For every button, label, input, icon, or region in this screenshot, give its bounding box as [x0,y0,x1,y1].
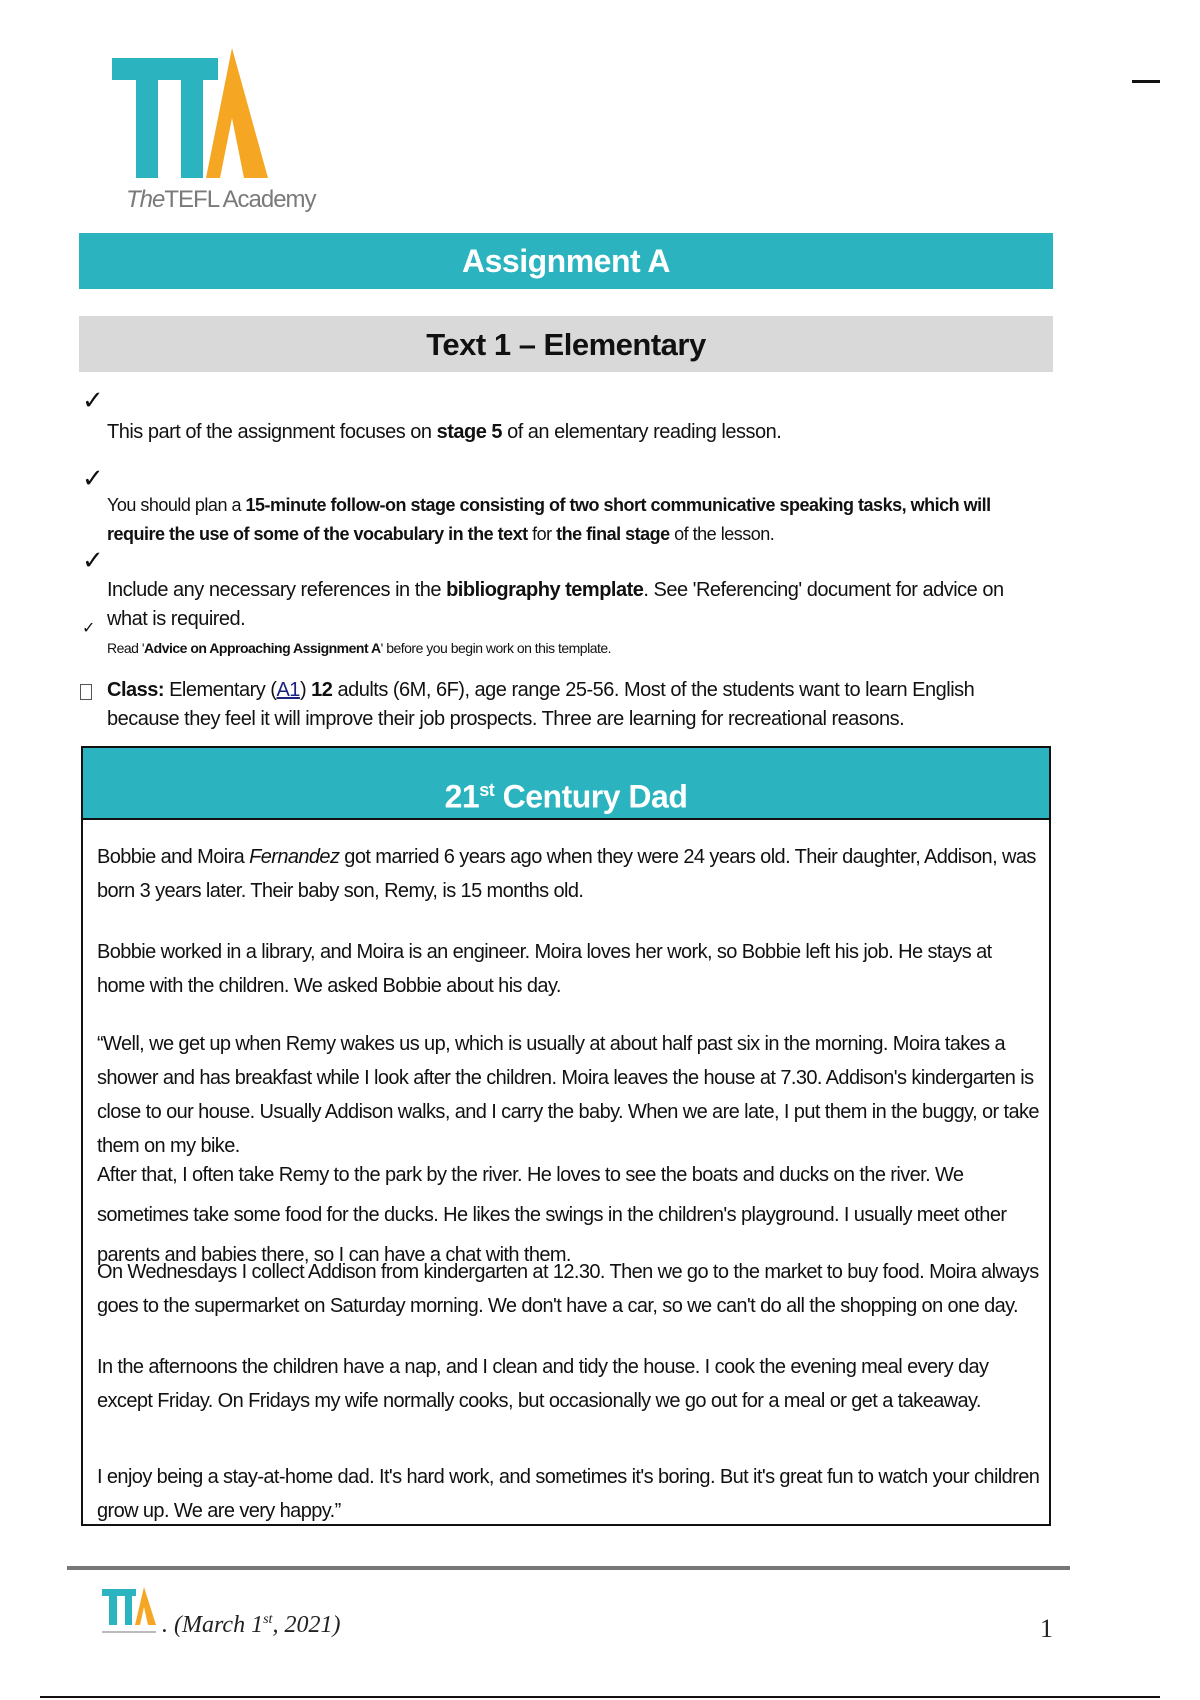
item2-mid: for [527,524,557,544]
item4-pre: Read ' [107,640,145,656]
check-icon: ✓ [82,385,104,415]
class-label: Class: [107,679,165,701]
footer-date-sup: st [263,1612,273,1627]
reading-paragraph-2: Bobbie worked in a library, and Moira is an engineer. Moira loves her work, so Bobbie left his job. He stays at home with the children. We asked Bobbie about his day. [97,941,992,997]
logo-text-the: The [126,186,165,213]
class-description [107,676,1047,734]
item2-pre: You should plan a [107,495,246,515]
checklist-item-plan [107,491,1047,549]
footer-date [162,1612,340,1639]
item2-bold2: the final stage [556,524,670,544]
item4-post: ' before you begin work on this template. [380,640,612,656]
class-post: adults (6M, 6F), age range 25-56. Most of the students want to learn English because they feel it will improve their job prospects. Three are learning for recreational reasons. [107,679,975,730]
class-count: 12 [311,679,333,701]
reading-title-sup: st [479,780,495,800]
item1-bold: stage 5 [436,421,503,443]
reading-title [83,748,1049,820]
footer-divider [67,1566,1070,1570]
item3-pre: Include any necessary references in the [107,579,447,601]
reading-paragraph-7: I enjoy being a stay-at-home dad. It's hard work, and sometimes it's boring. But it's great fun to watch your children grow up. We are very happy.” [97,1466,1040,1522]
p1-italic: Fernandez [249,846,340,868]
bottom-border [40,1696,1160,1698]
reading-title-num: 21 [444,778,480,815]
logo-text [126,186,316,214]
check-icon: ✓ [82,463,104,493]
checklist-item-stage [107,418,1047,447]
class-level-link[interactable]: A1 [276,679,300,701]
item3-bold: bibliography template [446,579,644,601]
class-pre: Elementary ( [164,679,277,701]
text-title: Text 1 – Elementary [79,316,1053,372]
checkbox-icon [80,684,92,700]
reading-paragraph-4: After that, I often take Remy to the park by the river. He loves to see the boats and ducks on the river. We sometimes take some food for the ducks. He likes the swings in the children's playground. I usually meet other parents and babies there, so I can have a chat with them. [97,1164,1007,1266]
item2-bold1: 15-minute follow-on stage consisting of two short communicative speaking tasks, which will require the use of some of the vocabulary in the text [107,495,991,544]
reading-title-rest: Century Dad [494,778,688,815]
footer-date-pre: . (March 1 [162,1612,264,1638]
tta-logo-mark [112,48,268,178]
top-right-dash [1132,80,1160,83]
item1-post: of an elementary reading lesson. [502,421,782,443]
assignment-title: Assignment A [79,233,1053,289]
p1-post: got married 6 years ago when they were 24 years old. Their daughter, Addison, was born 3 years later. Their baby son, Remy, is 15 months old. [97,846,1036,902]
checklist-item-references [107,576,1047,634]
p1-pre: Bobbie and Moira [97,846,250,868]
reading-paragraph-6: In the afternoons the children have a nap, and I clean and tidy the house. I cook the evening meal every day except Friday. On Fridays my wife normally cooks, but occasionally we go out for a meal or get a takeaway. [97,1356,989,1412]
page-number: 1 [1040,1614,1053,1643]
footer-date-post: , 2021) [272,1612,341,1638]
item1-pre: This part of the assignment focuses on [107,421,437,443]
reading-paragraph-3: “Well, we get up when Remy wakes us up, which is usually at about half past six in the morning. Moira takes a shower and has breakfast while I look after the children. Moira leaves the house at 7.30. Addison's kindergarten is close to our house. Usually Addison walks, and I carry the baby. When we are late, I put them in the buggy, or take them on my bike. [97,1033,1039,1157]
class-mid: ) [299,679,312,701]
item3-post: . See 'Referencing' document for advice on what is required. [107,579,1004,630]
reading-paragraph-1 [97,840,1043,908]
item2-post: of the lesson. [669,524,775,544]
footer-tta-logo [100,1585,158,1641]
item4-bold: Advice on Approaching Assignment A [144,640,381,656]
checklist-item-advice [107,634,1047,663]
reading-paragraph-5: On Wednesdays I collect Addison from kindergarten at 12.30. Then we go to the market to buy food. Moira always goes to the supermarket on Saturday morning. We don't have a car, so we can't do all the shopping on one day. [97,1261,1039,1317]
logo-text-brand: TEFL Academy [164,186,316,213]
check-icon: ✓ [82,545,104,575]
check-icon: ✓ [82,620,96,637]
